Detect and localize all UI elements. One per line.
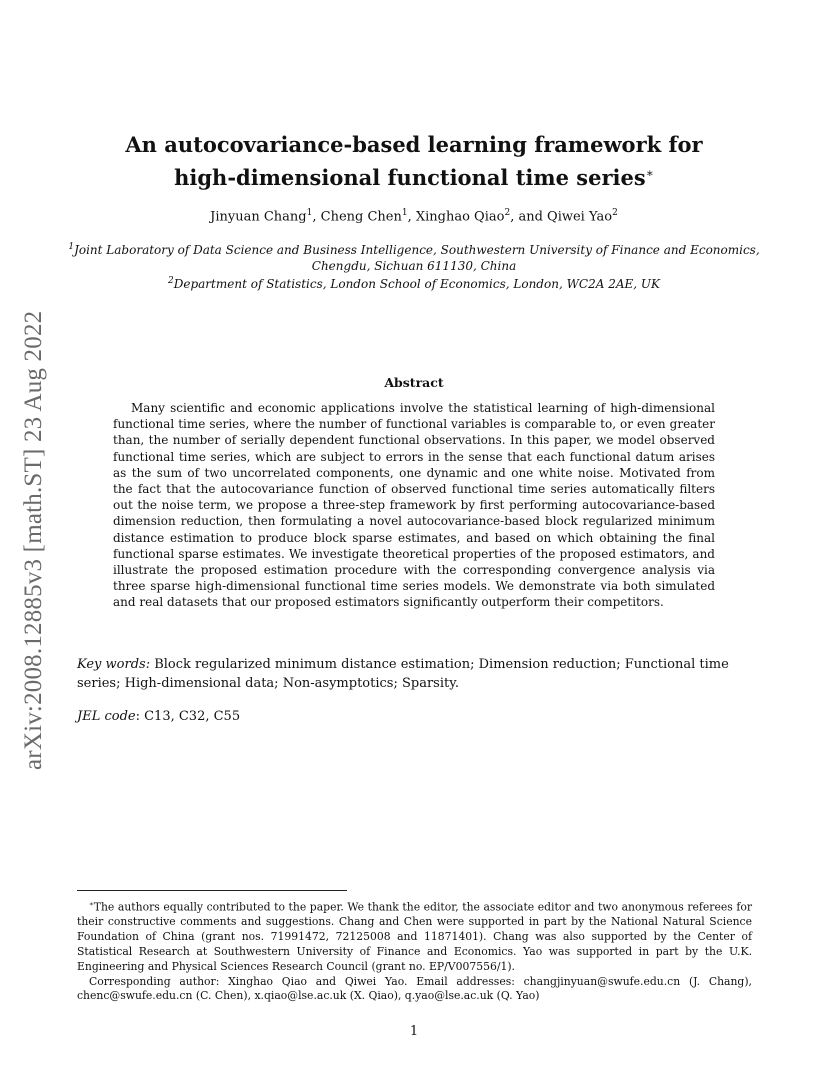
jel-text: : C13, C32, C55 xyxy=(135,709,241,724)
keywords-label: Key words: xyxy=(77,657,151,672)
footnote-rule xyxy=(77,890,347,891)
footnote-funding-text: The authors equally contributed to the paper. We thank the editor, the associate editor and two anonymous referees for their constructive comments and suggestions. Chang and Chen were supported in part by the National Natural Science Foundation of China (grant nos. 71991472, 72125008 and 11871401). Chang was also supported by the Center of Statistical Research at Southwestern University of Finance and Economics. Yao was supported in part by the U.K. Engineering and Physical Sciences Research Council (grant no. EP/V007556/1). xyxy=(77,900,752,973)
affiliation-1-line-1 xyxy=(0,239,828,258)
affiliation-1 xyxy=(0,239,828,274)
author-affiliation-marker: 1 xyxy=(306,208,313,218)
arxiv-side-label: arXiv:2008.12885v3 [math.ST] 23 Aug 2022 xyxy=(20,310,47,770)
author-name: Cheng Chen xyxy=(320,209,402,225)
author-list xyxy=(0,208,828,224)
affiliation-1-line-2: Chengdu, Sichuan 611130, China xyxy=(311,259,517,273)
affiliation-2-text: Department of Statistics, London School of Economics, London, WC2A 2AE, UK xyxy=(173,277,660,291)
author-separator: , xyxy=(407,209,416,225)
abstract-text: Many scientific and economic applications involve the statistical learning of high-dimensional functional time series, where the number of functional variables is comparable to, or even greater than, the number of serially dependent functional observations. In this paper, we model observed functional time series, which are subject to errors in the sense that each functional datum arises as the sum of two uncorrelated components, one dynamic and one white noise. Motivated from the fact that the autocovariance function of observed functional time series automatically filters out the noise term, we propose a three-step framework by first performing autocovariance-based dimension reduction, then formulating a novel autocovariance-based block regularized minimum distance estimation to produce block sparse estimates, and based on which obtaining the final functional sparse estimates. We investigate theoretical properties of the proposed estimators, and illustrate the proposed estimation procedure with the corresponding convergence analysis via three sparse high-dimensional functional time series models. We demonstrate via both simulated and real datasets that our proposed estimators significantly outperform their competitors. xyxy=(113,401,715,610)
affiliation-1-marker: 1 xyxy=(68,242,75,252)
paper-title xyxy=(0,130,828,192)
author-name: Qiwei Yao xyxy=(547,209,613,225)
footnote xyxy=(77,897,752,1004)
title-line-2-text: high-dimensional functional time series xyxy=(174,165,646,190)
page-number: 1 xyxy=(409,1024,419,1039)
footnote-funding xyxy=(77,897,752,975)
author-affiliation-marker: 1 xyxy=(401,208,408,218)
title-footnote-marker[interactable]: ∗ xyxy=(645,166,654,180)
affiliation-2 xyxy=(0,273,828,292)
author-name: Jinyuan Chang xyxy=(210,209,307,225)
jel-codes xyxy=(77,709,240,724)
footnote-corresponding: Corresponding author: Xinghao Qiao and Qiwei Yao. Email addresses: changjinyuan@swufe.edu.cn (J. Chang), chenc@swufe.edu.cn (C. Chen), x.qiao@lse.ac.uk (X. Qiao), q.yao@lse.ac.uk (Q. Yao) xyxy=(77,974,752,1003)
author-separator: , and xyxy=(510,209,548,225)
author-separator: , xyxy=(312,209,321,225)
keywords-text: Block regularized minimum distance estimation; Dimension reduction; Functional time series; High-dimensional data; Non-asymptotics; Sparsity. xyxy=(77,657,729,691)
author-affiliation-marker: 2 xyxy=(612,208,618,218)
title-line-2 xyxy=(0,159,828,192)
footnote-marker: ∗ xyxy=(89,900,94,908)
keywords xyxy=(77,655,752,693)
abstract-heading: Abstract xyxy=(384,375,444,390)
affiliation-2-marker: 2 xyxy=(168,276,174,286)
author-affiliation-marker: 2 xyxy=(504,208,511,218)
title-line-1: An autocovariance-based learning framework for xyxy=(125,132,703,157)
author-name: Xinghao Qiao xyxy=(415,209,505,225)
jel-label: JEL code xyxy=(77,709,136,724)
affiliation-1-text: Joint Laboratory of Data Science and Business Intelligence, Southwestern University of Finance and Economics, xyxy=(74,243,760,257)
